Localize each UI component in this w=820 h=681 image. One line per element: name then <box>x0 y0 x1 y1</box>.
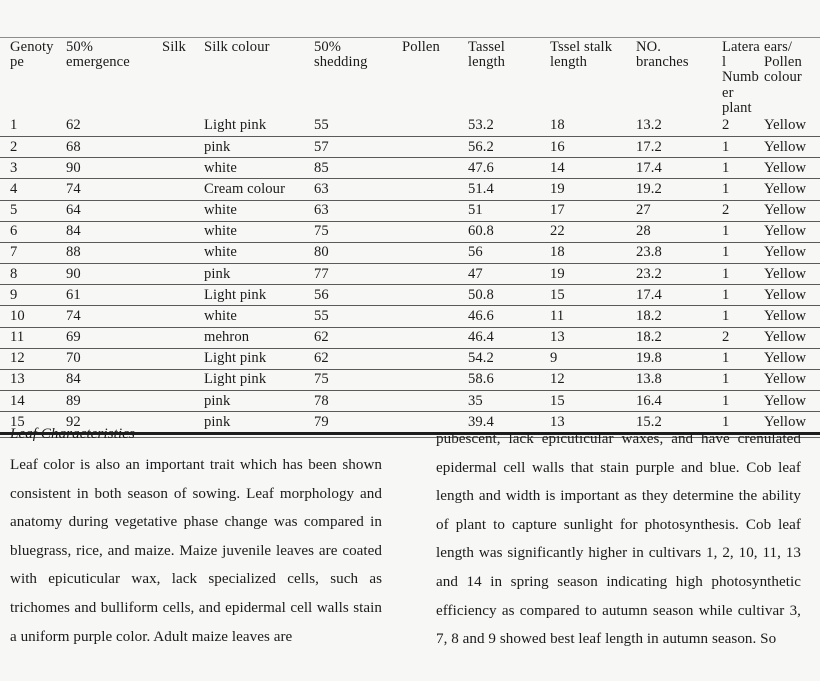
cell-number-plant: 1 <box>722 391 764 412</box>
cell-pollen <box>402 200 468 221</box>
cell-silk <box>162 306 204 327</box>
table-body <box>0 116 820 433</box>
cell-emergence: 70 <box>66 348 162 369</box>
cell-tassel-stalk-length: 22 <box>550 221 636 242</box>
cell-silk-colour: white <box>204 306 314 327</box>
table-row <box>0 116 820 137</box>
cell-shedding: 57 <box>314 137 402 158</box>
cell-number-plant: 2 <box>722 117 730 134</box>
cell-silk-colour: Light pink <box>204 285 314 306</box>
cell-tassel-length: 51.4 <box>468 179 550 200</box>
cell-no-branches: 18.2 <box>636 327 722 348</box>
column-header-shedding <box>314 38 402 116</box>
cell-genotype: 1 <box>10 117 18 134</box>
cell-tassel-stalk-length: 18 <box>550 242 636 263</box>
article-right-column <box>419 425 801 675</box>
cell-emergence: 64 <box>66 200 162 221</box>
cell-number-plant: 2 <box>722 327 764 348</box>
cell-pollen <box>402 264 468 285</box>
column-header-no-branches <box>636 38 722 116</box>
cell-silk-colour: pink <box>204 137 314 158</box>
table-row <box>0 306 820 327</box>
header-line-1: Tassel <box>468 39 505 55</box>
cell-pollen-colour: Yellow <box>764 117 807 134</box>
cell-silk-colour: Cream colour <box>204 179 314 200</box>
cell-tassel-length: 51 <box>468 200 550 221</box>
cell-tassel-stalk-length: 11 <box>550 306 636 327</box>
cell-silk-colour: white <box>204 158 314 179</box>
cell-pollen <box>402 391 468 412</box>
cell-no-branches: 19.8 <box>636 348 722 369</box>
header-line-1: Pollen <box>402 39 440 55</box>
cell-shedding: 62 <box>314 327 402 348</box>
cell-emergence: 90 <box>66 158 162 179</box>
cell-number-plant: 2 <box>722 200 764 221</box>
cell-tassel-stalk-length: 18 <box>550 117 565 134</box>
cell-shedding: 79 <box>314 412 402 433</box>
cell-no-branches: 17.2 <box>636 137 722 158</box>
cell-silk-colour: white <box>204 200 314 221</box>
cell-emergence: 84 <box>66 221 162 242</box>
cell-shedding: 62 <box>314 348 402 369</box>
cell-pollen <box>402 348 468 369</box>
cell-pollen-colour: Yellow <box>764 285 820 306</box>
cell-genotype: 6 <box>0 221 66 242</box>
cell-no-branches: 15.2 <box>636 412 722 433</box>
column-header-genotype <box>0 38 66 116</box>
cell-emergence: 92 <box>66 412 162 433</box>
header-line-1b: Number <box>722 69 759 101</box>
cell-tassel-length: 47.6 <box>468 158 550 179</box>
cell-tassel-length: 50.8 <box>468 285 550 306</box>
column-header-silk-colour <box>204 38 314 116</box>
cell-silk <box>162 264 204 285</box>
table-row <box>0 179 820 200</box>
header-line-1: Lateral <box>722 39 760 71</box>
cell-pollen <box>402 137 468 158</box>
cell-pollen-colour: Yellow <box>764 391 820 412</box>
cell-tassel-length: 53.2 <box>468 117 494 134</box>
table-row <box>0 327 820 348</box>
cell-pollen-colour: Yellow <box>764 264 820 285</box>
cell-pollen <box>402 221 468 242</box>
column-header-emergence <box>66 38 162 116</box>
cell-no-branches: 13.8 <box>636 369 722 390</box>
cell-tassel-stalk-length: 19 <box>550 179 636 200</box>
cell-emergence: 88 <box>66 242 162 263</box>
table-row <box>0 158 820 179</box>
header-line-1: Genoty <box>10 39 54 55</box>
cell-shedding: 55 <box>314 306 402 327</box>
cell-silk <box>162 137 204 158</box>
column-header-silk <box>162 38 204 116</box>
cell-tassel-stalk-length: 13 <box>550 412 636 433</box>
cell-pollen <box>402 306 468 327</box>
header-line-2: shedding <box>314 54 368 71</box>
cell-number-plant: 1 <box>722 412 764 433</box>
table-row <box>0 200 820 221</box>
cell-number-plant: 1 <box>722 242 764 263</box>
article-left-column <box>0 425 382 675</box>
header-line-2: emergence <box>66 54 130 71</box>
cell-silk-colour: Light pink <box>204 117 267 134</box>
cell-pollen-colour: Yellow <box>764 221 820 242</box>
column-header-tassel-length <box>468 38 550 116</box>
cell-pollen-colour: Yellow <box>764 412 820 433</box>
cell-pollen-colour: Yellow <box>764 369 820 390</box>
cell-silk <box>162 369 204 390</box>
right-column-paragraph: pubescent, lack epicuticular waxes, and have crenulated epidermal cell walls that stain purple and blue. Cob leaf length and width is important as they determine the ability of plant to capture sunlight for photosynthesis. Cob leaf length was significantly higher in cultivars 1, 2, 10, 11, 13 and 14 in spring season indicating high photosynthetic efficiency as compared to autumn season while cultivar 3, 7, 8 and 9 showed best leaf length in autumn season. So <box>436 431 801 648</box>
cell-pollen-colour: Yellow <box>764 306 820 327</box>
cell-genotype: 9 <box>0 285 66 306</box>
cell-genotype: 2 <box>0 137 66 158</box>
cell-pollen-colour: Yellow <box>764 179 820 200</box>
cell-pollen-colour: Yellow <box>764 137 820 158</box>
header-line-2: pe <box>10 54 24 71</box>
cell-silk <box>162 242 204 263</box>
cell-tassel-stalk-length: 9 <box>550 348 636 369</box>
cell-shedding: 85 <box>314 158 402 179</box>
cell-genotype: 14 <box>0 391 66 412</box>
cell-no-branches: 19.2 <box>636 179 722 200</box>
cell-silk-colour: pink <box>204 412 314 433</box>
header-line-2: length <box>468 54 506 71</box>
cell-emergence: 89 <box>66 391 162 412</box>
cell-shedding: 77 <box>314 264 402 285</box>
header-line-2: colour <box>764 69 802 86</box>
cell-genotype: 7 <box>0 242 66 263</box>
cell-pollen-colour: Yellow <box>764 242 820 263</box>
header-line-1: ears/ <box>764 39 793 55</box>
genotype-table-container <box>0 37 820 438</box>
header-line-2: plant <box>722 99 752 116</box>
cell-genotype: 5 <box>0 200 66 221</box>
cell-no-branches: 16.4 <box>636 391 722 412</box>
cell-number-plant: 1 <box>722 285 764 306</box>
column-header-pollen <box>402 38 468 116</box>
cell-pollen-colour: Yellow <box>764 348 820 369</box>
cell-shedding: 63 <box>314 200 402 221</box>
cell-genotype: 10 <box>0 306 66 327</box>
header-line-1: NO. <box>636 39 662 55</box>
cell-silk-colour: mehron <box>204 327 314 348</box>
cell-no-branches: 27 <box>636 200 722 221</box>
left-column-paragraph: Leaf color is also an important trait which has been shown consistent in both season of sowing. Leaf morphology and anatomy during vegetative phase change was compared in bluegrass, rice, and maize. Maize juvenile leaves are coated with epicuticular wax, lack specialized cells, such as trichomes and bulliform cells, and epidermal cell walls stain a uniform purple color. Adult maize leaves are <box>10 457 382 645</box>
cell-tassel-length: 35 <box>468 391 550 412</box>
cell-shedding: 56 <box>314 285 402 306</box>
cell-silk <box>162 285 204 306</box>
cell-tassel-length: 58.6 <box>468 369 550 390</box>
cell-silk <box>162 391 204 412</box>
cell-tassel-stalk-length: 15 <box>550 391 636 412</box>
header-line-1b: Pollen <box>764 54 802 71</box>
cell-silk <box>162 327 204 348</box>
cell-pollen <box>402 327 468 348</box>
cell-genotype: 4 <box>0 179 66 200</box>
cell-tassel-length: 56.2 <box>468 137 550 158</box>
cell-pollen <box>402 179 468 200</box>
cell-tassel-length: 46.6 <box>468 306 550 327</box>
table-header <box>0 38 820 116</box>
cell-emergence: 84 <box>66 369 162 390</box>
table-row <box>0 391 820 412</box>
cell-tassel-stalk-length: 13 <box>550 327 636 348</box>
cell-shedding: 75 <box>314 369 402 390</box>
table-row <box>0 242 820 263</box>
cell-emergence: 90 <box>66 264 162 285</box>
cell-tassel-length: 56 <box>468 242 550 263</box>
cell-emergence: 69 <box>66 327 162 348</box>
cell-tassel-stalk-length: 16 <box>550 137 636 158</box>
cell-number-plant: 1 <box>722 158 764 179</box>
cell-silk <box>162 221 204 242</box>
cell-emergence: 61 <box>66 285 162 306</box>
header-line-1: 50% <box>66 39 94 55</box>
cell-pollen-colour: Yellow <box>764 200 820 221</box>
header-line-1: Silk <box>162 39 186 55</box>
cell-shedding: 55 <box>314 117 329 134</box>
cell-pollen <box>402 158 468 179</box>
cell-shedding: 63 <box>314 179 402 200</box>
cell-genotype: 3 <box>0 158 66 179</box>
cell-emergence: 62 <box>66 117 81 134</box>
cell-silk <box>162 116 204 137</box>
cell-silk-colour: Light pink <box>204 348 314 369</box>
cell-shedding: 75 <box>314 221 402 242</box>
cell-silk-colour: pink <box>204 264 314 285</box>
cell-no-branches: 23.8 <box>636 242 722 263</box>
cell-number-plant: 1 <box>722 264 764 285</box>
cell-number-plant: 1 <box>722 137 764 158</box>
cell-shedding: 80 <box>314 242 402 263</box>
cell-no-branches: 13.2 <box>636 117 662 134</box>
cell-tassel-stalk-length: 17 <box>550 200 636 221</box>
column-header-lateral-number-plant <box>722 38 764 116</box>
cell-pollen-colour: Yellow <box>764 158 820 179</box>
cell-pollen <box>402 369 468 390</box>
cell-number-plant: 1 <box>722 179 764 200</box>
table-row <box>0 137 820 158</box>
cell-pollen <box>402 116 468 137</box>
cell-emergence: 74 <box>66 306 162 327</box>
cell-no-branches: 18.2 <box>636 306 722 327</box>
cell-tassel-stalk-length: 12 <box>550 369 636 390</box>
cell-silk-colour: pink <box>204 391 314 412</box>
cell-silk <box>162 158 204 179</box>
cell-pollen <box>402 285 468 306</box>
table-row <box>0 369 820 390</box>
cell-tassel-length: 47 <box>468 264 550 285</box>
cell-genotype: 13 <box>0 369 66 390</box>
cell-emergence: 68 <box>66 137 162 158</box>
cell-tassel-length: 46.4 <box>468 327 550 348</box>
cell-silk <box>162 179 204 200</box>
table-row <box>0 348 820 369</box>
column-header-tassel-stalk-length <box>550 38 636 116</box>
cell-emergence: 74 <box>66 179 162 200</box>
header-line-1: Silk colour <box>204 39 270 55</box>
cell-tassel-length: 39.4 <box>468 412 550 433</box>
column-header-ears-pollen-colour <box>764 38 820 116</box>
header-line-1: Tssel stalk <box>550 39 613 55</box>
table-header-row <box>0 38 820 116</box>
cell-no-branches: 17.4 <box>636 158 722 179</box>
cell-silk-colour: white <box>204 221 314 242</box>
cell-number-plant: 1 <box>722 369 764 390</box>
table-row <box>0 221 820 242</box>
header-line-2: branches <box>636 54 689 71</box>
cell-silk <box>162 200 204 221</box>
table-row <box>0 285 820 306</box>
cell-shedding: 78 <box>314 391 402 412</box>
cell-silk <box>162 348 204 369</box>
cell-pollen-colour: Yellow <box>764 327 820 348</box>
table-row <box>0 264 820 285</box>
cell-number-plant: 1 <box>722 306 764 327</box>
header-line-1: 50% <box>314 39 342 55</box>
cell-number-plant: 1 <box>722 348 764 369</box>
cell-genotype: 8 <box>0 264 66 285</box>
article-columns <box>0 425 820 675</box>
cell-genotype: 15 <box>0 412 66 433</box>
cell-number-plant: 1 <box>722 221 764 242</box>
cell-genotype: 11 <box>0 327 66 348</box>
cell-pollen <box>402 242 468 263</box>
cell-silk-colour: white <box>204 242 314 263</box>
section-heading: Leaf Characteristics <box>10 426 135 442</box>
cell-tassel-length: 54.2 <box>468 348 550 369</box>
cell-no-branches: 23.2 <box>636 264 722 285</box>
cell-tassel-length: 60.8 <box>468 221 550 242</box>
header-line-2: length <box>550 54 588 71</box>
cell-no-branches: 28 <box>636 221 722 242</box>
cell-silk-colour: Light pink <box>204 369 314 390</box>
cell-tassel-stalk-length: 15 <box>550 285 636 306</box>
cell-tassel-stalk-length: 19 <box>550 264 636 285</box>
cell-genotype: 12 <box>0 348 66 369</box>
cell-no-branches: 17.4 <box>636 285 722 306</box>
genotype-table <box>0 37 820 432</box>
cell-tassel-stalk-length: 14 <box>550 158 636 179</box>
